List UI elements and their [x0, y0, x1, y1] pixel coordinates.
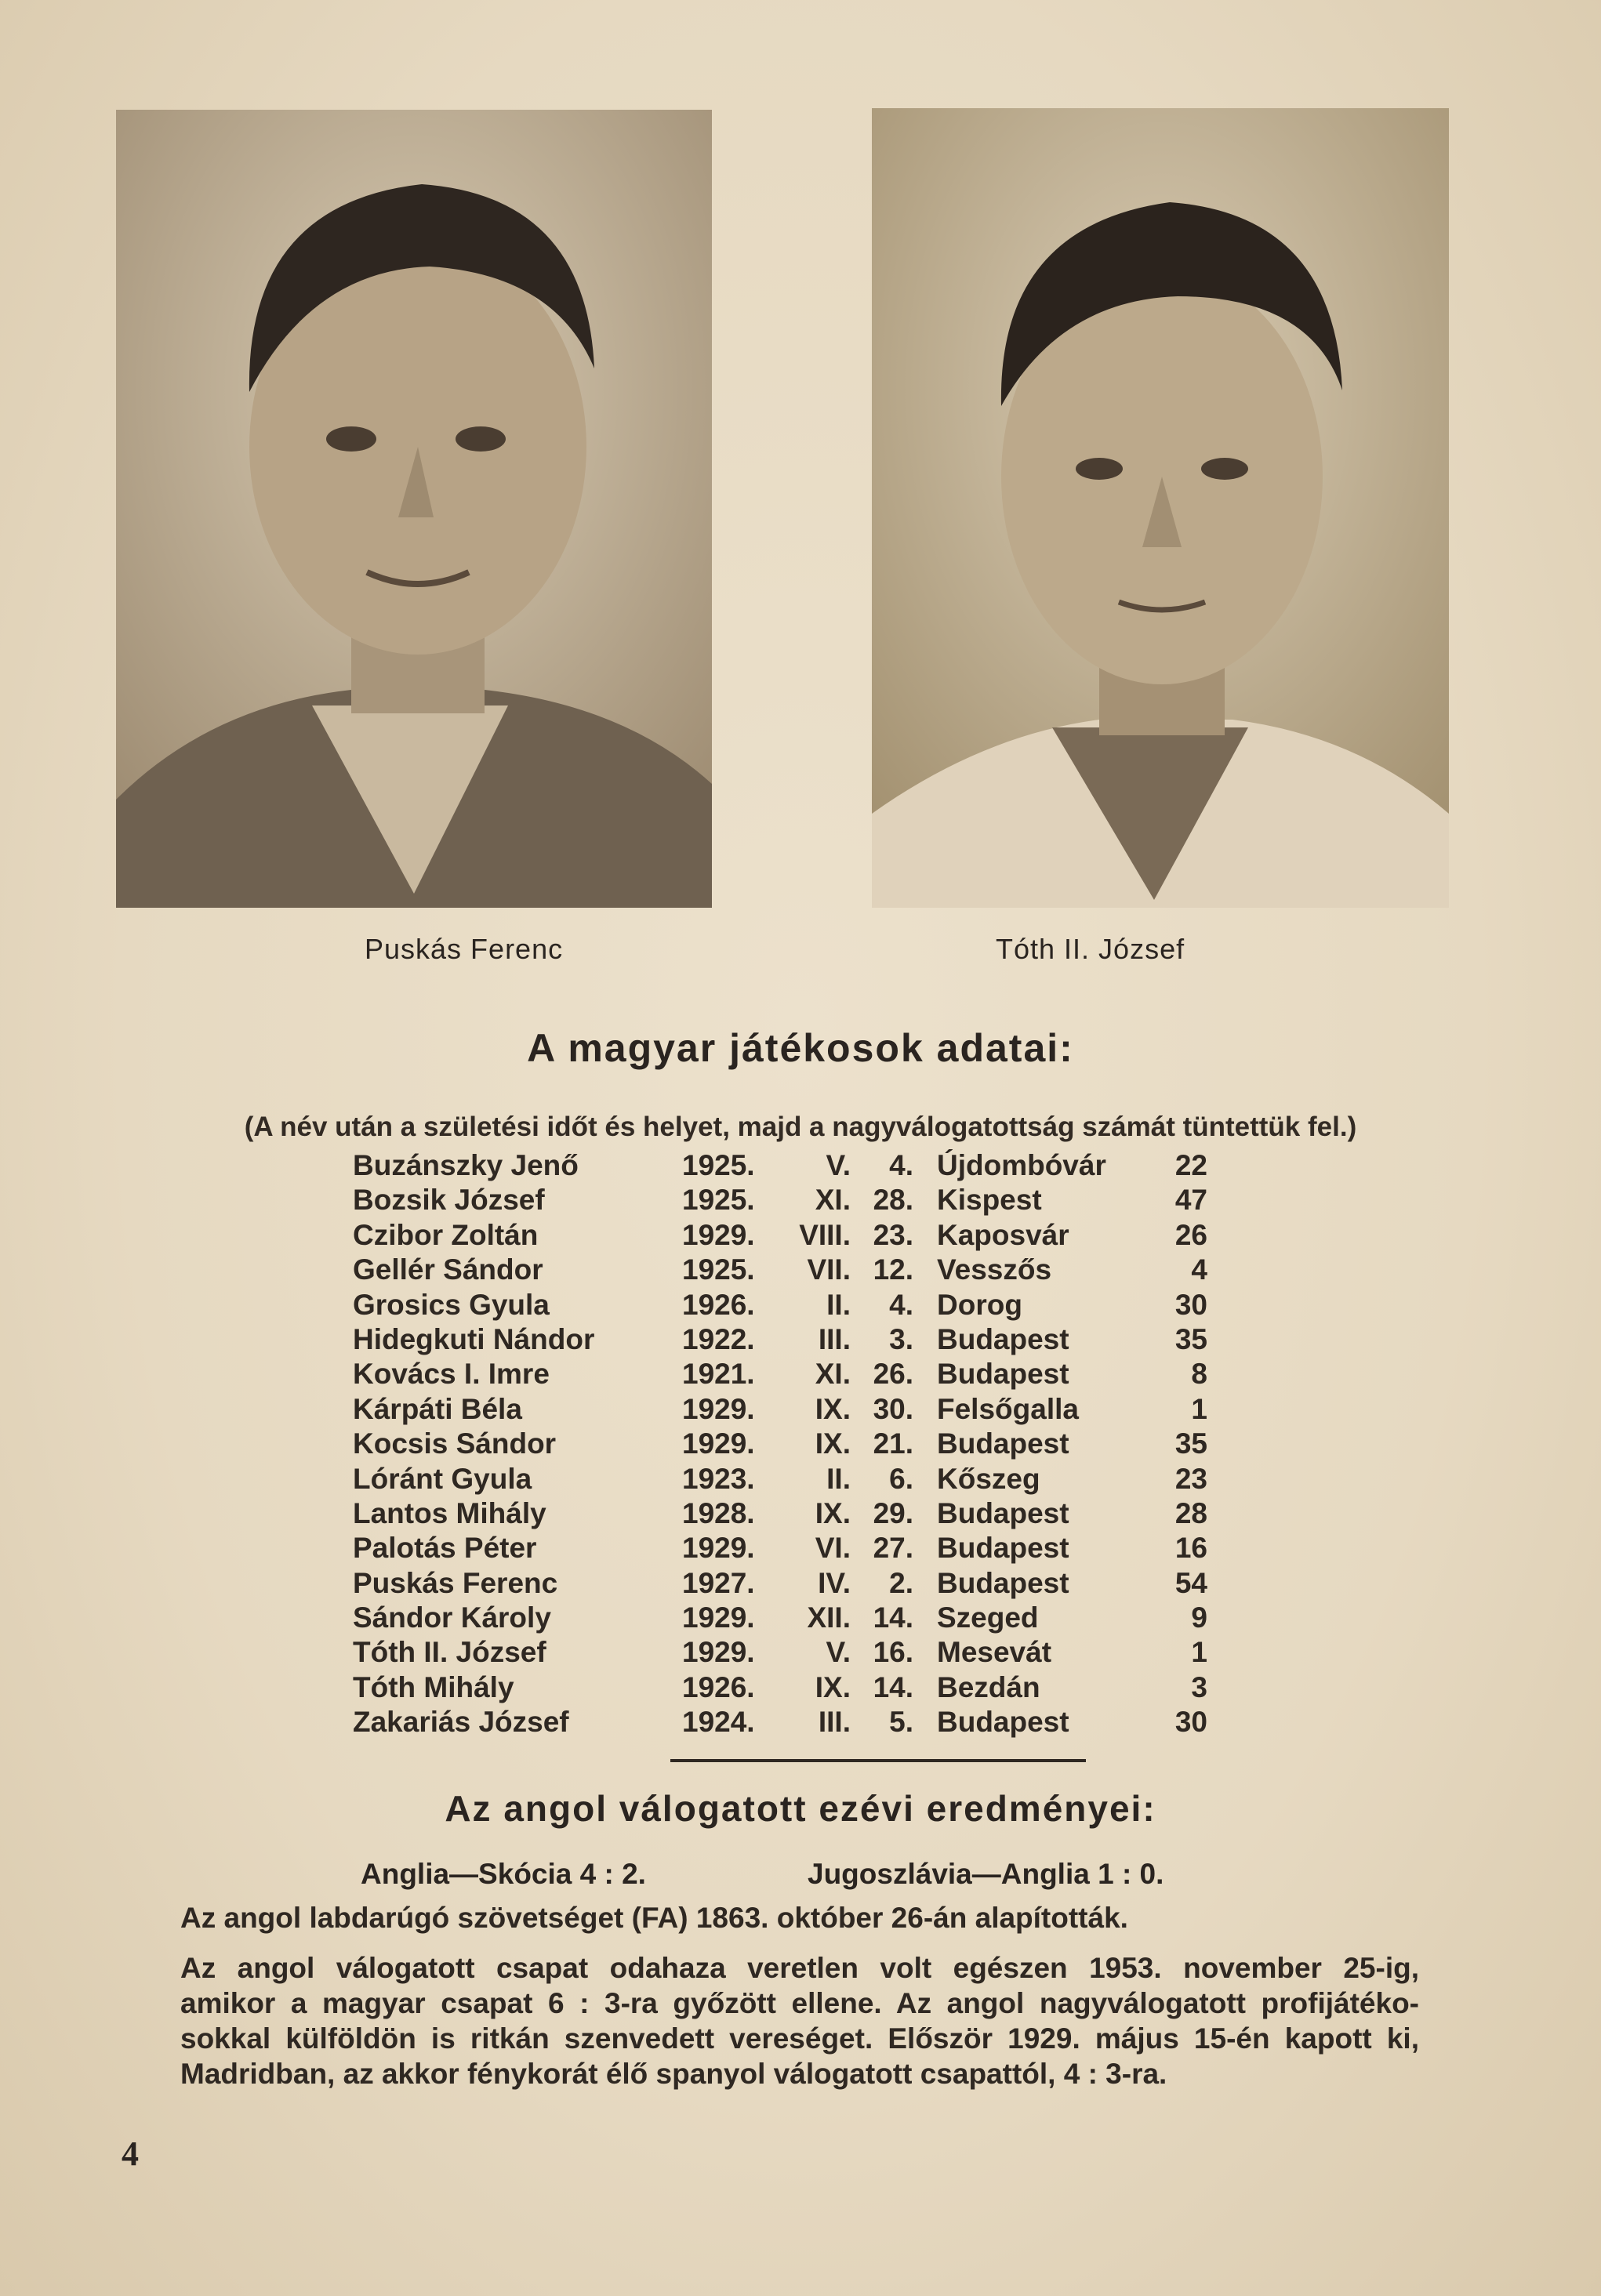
table-row [337, 1670, 1239, 1705]
birth-day: 3. [889, 1322, 913, 1355]
birth-month: XI. [815, 1184, 851, 1217]
birth-year: 1925. [682, 1253, 755, 1286]
portrait-photo-right [872, 108, 1449, 908]
birth-place: Szeged [937, 1601, 1039, 1634]
page-number: 4 [122, 2135, 139, 2173]
fa-founding-text: Az angol labdarúgó szövetséget (FA) 1863. október 26-án alapították. [180, 1902, 1128, 1934]
birth-day: 4. [889, 1288, 913, 1321]
players-note: (A név után a születési időt és helyet, majd a nagyválogatottság számát tüntettük fel.) [244, 1112, 1357, 1142]
birth-month: V. [826, 1149, 851, 1181]
caps-count: 26 [1174, 1218, 1207, 1251]
birth-year: 1927. [682, 1566, 755, 1599]
birth-place: Újdombóvár [937, 1149, 1106, 1181]
caps-count: 35 [1174, 1322, 1207, 1355]
paragraph-line: amikor a magyar csapat 6 : 3-ra győzött ellene. Az angol nagyválogatott profijátéko- [180, 1987, 1419, 2019]
birth-month: XI. [815, 1358, 851, 1391]
table-divider [670, 1759, 1086, 1762]
birth-place: Budapest [937, 1706, 1069, 1739]
birth-month: IV. [818, 1566, 851, 1599]
birth-year: 1929. [682, 1392, 755, 1425]
caps-count: 35 [1174, 1427, 1207, 1460]
table-row [337, 1531, 1239, 1565]
birth-month: II. [826, 1288, 851, 1321]
table-row [337, 1148, 1239, 1183]
birth-year: 1929. [682, 1427, 755, 1460]
player-name: Kocsis Sándor [353, 1427, 557, 1460]
birth-year: 1926. [682, 1670, 755, 1703]
photo-caption-left: Puskás Ferenc [365, 933, 564, 965]
player-name: Tóth II. József [353, 1636, 546, 1669]
caps-count: 30 [1174, 1706, 1207, 1739]
player-name: Bozsik József [353, 1184, 545, 1217]
birth-year: 1929. [682, 1601, 755, 1634]
player-name: Hidegkuti Nándor [353, 1322, 595, 1355]
portrait-photo-left [116, 110, 712, 908]
birth-place: Felsőgalla [937, 1392, 1079, 1425]
birth-day: 27. [873, 1532, 913, 1565]
caps-count: 9 [1191, 1601, 1207, 1634]
table-row [337, 1253, 1239, 1287]
photo-caption-right: Tóth II. József [996, 933, 1185, 965]
birth-year: 1928. [682, 1496, 755, 1529]
birth-day: 23. [873, 1218, 913, 1251]
birth-year: 1925. [682, 1149, 755, 1181]
result-anglia-skocia: Anglia—Skócia 4 : 2. [361, 1858, 646, 1890]
birth-day: 14. [873, 1670, 913, 1703]
birth-place: Kaposvár [937, 1218, 1069, 1251]
table-row [337, 1392, 1239, 1427]
birth-year: 1925. [682, 1184, 755, 1217]
table-row [337, 1427, 1239, 1461]
player-name: Lantos Mihály [353, 1496, 546, 1529]
caps-count: 1 [1191, 1636, 1207, 1669]
caps-count: 3 [1191, 1670, 1207, 1703]
birth-month: II. [826, 1462, 851, 1495]
birth-month: IX. [815, 1496, 851, 1529]
england-history-paragraph [180, 1950, 1419, 2091]
caps-count: 28 [1174, 1496, 1207, 1529]
result-jugoszlavia-anglia: Jugoszlávia—Anglia 1 : 0. [808, 1858, 1164, 1890]
caps-count: 16 [1174, 1532, 1207, 1565]
birth-place: Budapest [937, 1532, 1069, 1565]
player-name: Lóránt Gyula [353, 1462, 532, 1495]
birth-place: Kispest [937, 1184, 1042, 1217]
birth-month: VIII. [799, 1218, 851, 1251]
player-name: Czibor Zoltán [353, 1218, 539, 1251]
table-row [337, 1462, 1239, 1496]
birth-year: 1929. [682, 1532, 755, 1565]
birth-day: 30. [873, 1392, 913, 1425]
birth-day: 4. [889, 1149, 913, 1181]
table-row [337, 1322, 1239, 1357]
birth-day: 12. [873, 1253, 913, 1286]
table-row [337, 1218, 1239, 1253]
birth-month: VI. [815, 1532, 851, 1565]
paragraph-line: Madridban, az akkor fénykorát élő spanyol válogatott csapattól, 4 : 3-ra. [180, 2058, 1167, 2090]
table-row [337, 1183, 1239, 1217]
player-name: Kárpáti Béla [353, 1392, 522, 1425]
table-row [337, 1357, 1239, 1391]
table-row [337, 1566, 1239, 1601]
player-name: Kovács I. Imre [353, 1358, 550, 1391]
caps-count: 47 [1174, 1184, 1207, 1217]
table-row [337, 1496, 1239, 1531]
birth-year: 1929. [682, 1218, 755, 1251]
table-row [337, 1601, 1239, 1635]
birth-place: Vesszős [937, 1253, 1052, 1286]
birth-day: 6. [889, 1462, 913, 1495]
table-row [337, 1705, 1239, 1739]
birth-day: 14. [873, 1601, 913, 1634]
birth-year: 1926. [682, 1288, 755, 1321]
birth-month: III. [818, 1322, 851, 1355]
england-heading: Az angol válogatott ezévi eredményei: [445, 1788, 1156, 1829]
birth-day: 29. [873, 1496, 913, 1529]
birth-month: XII. [807, 1601, 851, 1634]
birth-month: IX. [815, 1427, 851, 1460]
birth-month: V. [826, 1636, 851, 1669]
player-name: Buzánszky Jenő [353, 1149, 579, 1181]
players-heading: A magyar játékosok adatai: [527, 1026, 1074, 1070]
birth-place: Mesevát [937, 1636, 1052, 1669]
table-row [337, 1288, 1239, 1322]
birth-day: 2. [889, 1566, 913, 1599]
birth-day: 28. [873, 1184, 913, 1217]
paragraph-line: sokkal külföldön is ritkán szenvedett vereséget. Először 1929. május 15-én kapott ki, [180, 2022, 1419, 2055]
birth-year: 1924. [682, 1706, 755, 1739]
birth-year: 1922. [682, 1322, 755, 1355]
birth-day: 5. [889, 1706, 913, 1739]
caps-count: 23 [1174, 1462, 1207, 1495]
birth-month: III. [818, 1706, 851, 1739]
player-name: Grosics Gyula [353, 1288, 550, 1321]
birth-place: Budapest [937, 1427, 1069, 1460]
caps-count: 8 [1191, 1358, 1207, 1391]
player-name: Puskás Ferenc [353, 1566, 558, 1599]
caps-count: 30 [1174, 1288, 1207, 1321]
birth-month: IX. [815, 1670, 851, 1703]
caps-count: 4 [1191, 1253, 1207, 1286]
table-row [337, 1635, 1239, 1670]
player-name: Sándor Károly [353, 1601, 551, 1634]
caps-count: 22 [1174, 1149, 1207, 1181]
portrait-illustration-left [116, 110, 712, 908]
portrait-illustration-right [872, 108, 1449, 908]
birth-month: IX. [815, 1392, 851, 1425]
birth-year: 1921. [682, 1358, 755, 1391]
birth-place: Budapest [937, 1322, 1069, 1355]
player-name: Palotás Péter [353, 1532, 537, 1565]
players-table [337, 1148, 1239, 1740]
birth-day: 26. [873, 1358, 913, 1391]
player-name: Zakariás József [353, 1706, 569, 1739]
birth-place: Kőszeg [937, 1462, 1040, 1495]
birth-year: 1923. [682, 1462, 755, 1495]
birth-place: Bezdán [937, 1670, 1040, 1703]
fa-founding-line [180, 1900, 1419, 1935]
player-name: Gellér Sándor [353, 1253, 543, 1286]
birth-place: Budapest [937, 1358, 1069, 1391]
birth-month: VII. [807, 1253, 851, 1286]
birth-place: Budapest [937, 1496, 1069, 1529]
caps-count: 54 [1174, 1566, 1207, 1599]
player-name: Tóth Mihály [353, 1670, 514, 1703]
birth-place: Dorog [937, 1288, 1022, 1321]
birth-day: 21. [873, 1427, 913, 1460]
birth-place: Budapest [937, 1566, 1069, 1599]
birth-day: 16. [873, 1636, 913, 1669]
caps-count: 1 [1191, 1392, 1207, 1425]
paragraph-line: Az angol válogatott csapat odahaza veretlen volt egészen 1953. november 25-ig, [180, 1952, 1419, 1984]
birth-year: 1929. [682, 1636, 755, 1669]
